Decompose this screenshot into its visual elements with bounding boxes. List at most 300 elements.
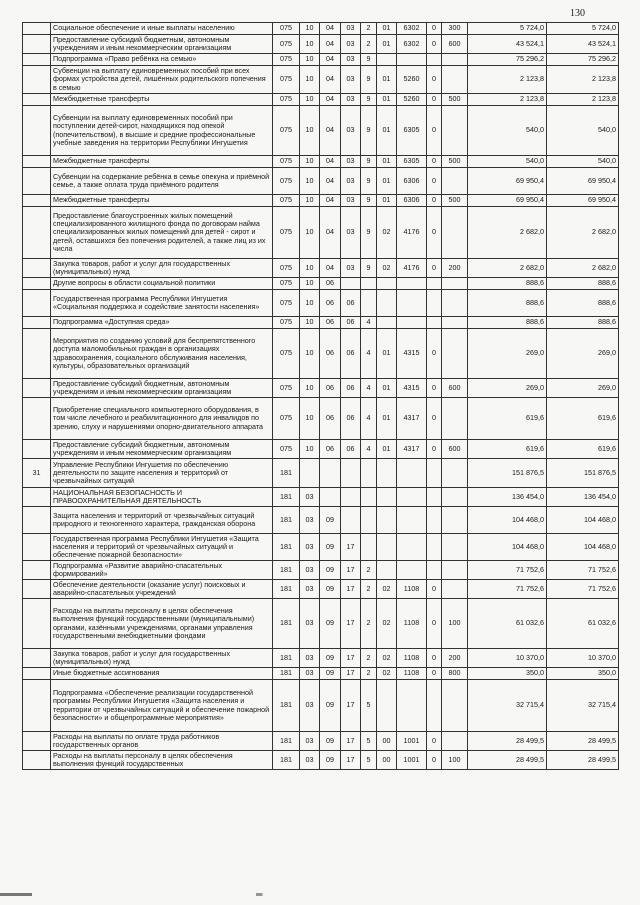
code-extra: 0 <box>427 207 442 259</box>
code-extra <box>427 507 442 534</box>
code-ministry: 075 <box>273 317 300 329</box>
row-description: Предоставление благоустроенных жилых помещений специализированного жилищного фонда по договорам найма специализированных жилых помещений для детей - сирот и детей, оставшихся без попечения родителей, а также лиц из их числа <box>51 207 273 259</box>
code-section: 10 <box>300 207 320 259</box>
code-expense-type <box>442 507 468 534</box>
table-row <box>23 259 619 278</box>
code-expense-type <box>442 168 468 195</box>
row-number <box>23 35 51 54</box>
row-description: НАЦИОНАЛЬНАЯ БЕЗОПАСНОСТЬ И ПРАВООХРАНИТЕЛЬНАЯ ДЕЯТЕЛЬНОСТЬ <box>51 488 273 507</box>
code-extra <box>427 290 442 317</box>
code-event: 01 <box>377 94 397 106</box>
code-expense-type: 500 <box>442 195 468 207</box>
code-subsection: 09 <box>320 732 341 751</box>
code-program: 03 <box>341 94 361 106</box>
row-number <box>23 534 51 561</box>
code-subsection: 09 <box>320 649 341 668</box>
code-section: 03 <box>300 649 320 668</box>
code-event: 01 <box>377 66 397 94</box>
row-number <box>23 649 51 668</box>
amount-2: 350,0 <box>547 668 619 680</box>
code-subsection <box>320 488 341 507</box>
row-description: Закупка товаров, работ и услуг для государственных (муниципальных) нужд <box>51 259 273 278</box>
code-program: 03 <box>341 156 361 168</box>
code-subprogram: 2 <box>361 668 377 680</box>
code-expense-type: 200 <box>442 649 468 668</box>
code-program: 17 <box>341 668 361 680</box>
amount-1: 43 524,1 <box>468 35 547 54</box>
code-event: 01 <box>377 168 397 195</box>
code-extra: 0 <box>427 398 442 440</box>
code-expense-type <box>442 54 468 66</box>
amount-1: 350,0 <box>468 668 547 680</box>
code-section: 10 <box>300 94 320 106</box>
amount-2: 104 468,0 <box>547 507 619 534</box>
code-event: 01 <box>377 23 397 35</box>
row-description: Расходы на выплаты по оплате труда работников государственных органов <box>51 732 273 751</box>
row-number <box>23 290 51 317</box>
code-direction: 6306 <box>397 168 427 195</box>
code-subprogram: 9 <box>361 94 377 106</box>
code-subprogram: 2 <box>361 23 377 35</box>
code-ministry: 075 <box>273 106 300 156</box>
code-ministry: 075 <box>273 23 300 35</box>
amount-2: 28 499,5 <box>547 751 619 770</box>
code-subprogram: 5 <box>361 751 377 770</box>
code-subsection: 06 <box>320 398 341 440</box>
code-section: 03 <box>300 668 320 680</box>
row-number <box>23 168 51 195</box>
code-direction: 6305 <box>397 156 427 168</box>
code-subprogram <box>361 534 377 561</box>
amount-2: 61 032,6 <box>547 599 619 649</box>
code-ministry: 075 <box>273 278 300 290</box>
table-row <box>23 156 619 168</box>
row-description: Субвенции на содержание ребёнка в семье опекуна и приёмной семье, а также оплата труда приёмного родителя <box>51 168 273 195</box>
code-event <box>377 488 397 507</box>
code-section: 03 <box>300 732 320 751</box>
row-number <box>23 106 51 156</box>
row-description: Закупка товаров, работ и услуг для государственных (муниципальных) нужд <box>51 649 273 668</box>
amount-2: 71 752,6 <box>547 561 619 580</box>
table-row <box>23 168 619 195</box>
table-row <box>23 278 619 290</box>
row-number <box>23 599 51 649</box>
row-description: Подпрограмма «Обеспечение реализации государственной программы Республики Ингушетия «Защита населения и территории от чрезвычайных ситуаций и обеспечение пожарной безопасности» и общепрограммные мероприятия» <box>51 680 273 732</box>
code-expense-type: 500 <box>442 94 468 106</box>
code-subprogram: 4 <box>361 379 377 398</box>
code-event <box>377 561 397 580</box>
code-extra: 0 <box>427 329 442 379</box>
code-subsection: 04 <box>320 106 341 156</box>
amount-2: 269,0 <box>547 329 619 379</box>
row-number: 31 <box>23 459 51 488</box>
code-direction <box>397 317 427 329</box>
amount-2: 32 715,4 <box>547 680 619 732</box>
code-program: 17 <box>341 649 361 668</box>
code-subsection: 04 <box>320 156 341 168</box>
row-description: Социальное обеспечение и иные выплаты населению <box>51 23 273 35</box>
code-direction: 4315 <box>397 379 427 398</box>
row-description: Субвенции на выплату единовременных пособий при поступлении детей-сирот, находящихся под опекой (попечительством), в высшие и средние профессиональные учебные заведения на территории Республики Ингушетия <box>51 106 273 156</box>
table-row <box>23 329 619 379</box>
amount-2: 75 296,2 <box>547 54 619 66</box>
code-section: 03 <box>300 580 320 599</box>
code-ministry: 075 <box>273 66 300 94</box>
code-extra <box>427 488 442 507</box>
row-number <box>23 668 51 680</box>
row-description: Управление Республики Ингушетия по обеспечению деятельности по защите населения и территорий от чрезвычайных ситуаций <box>51 459 273 488</box>
row-number <box>23 259 51 278</box>
code-subprogram: 9 <box>361 106 377 156</box>
row-description: Межбюджетные трансферты <box>51 195 273 207</box>
row-description: Предоставление субсидий бюджетным, автономным учреждениям и иным некоммерческим организациям <box>51 35 273 54</box>
code-ministry: 181 <box>273 561 300 580</box>
code-ministry: 181 <box>273 580 300 599</box>
amount-1: 69 950,4 <box>468 168 547 195</box>
row-number <box>23 398 51 440</box>
code-section: 10 <box>300 23 320 35</box>
code-section: 10 <box>300 278 320 290</box>
code-subprogram <box>361 278 377 290</box>
code-section: 03 <box>300 751 320 770</box>
code-program: 03 <box>341 259 361 278</box>
code-extra <box>427 278 442 290</box>
code-program: 03 <box>341 195 361 207</box>
amount-1: 151 876,5 <box>468 459 547 488</box>
code-expense-type: 500 <box>442 156 468 168</box>
amount-2: 5 724,0 <box>547 23 619 35</box>
code-extra <box>427 680 442 732</box>
code-section: 10 <box>300 168 320 195</box>
code-ministry: 075 <box>273 35 300 54</box>
code-event: 00 <box>377 732 397 751</box>
code-expense-type: 600 <box>442 440 468 459</box>
code-direction: 4176 <box>397 207 427 259</box>
code-program: 03 <box>341 54 361 66</box>
code-ministry: 075 <box>273 168 300 195</box>
code-program: 17 <box>341 534 361 561</box>
code-subprogram: 4 <box>361 398 377 440</box>
code-direction: 6305 <box>397 106 427 156</box>
code-subprogram: 5 <box>361 732 377 751</box>
code-subsection: 06 <box>320 290 341 317</box>
amount-1: 10 370,0 <box>468 649 547 668</box>
code-event: 02 <box>377 259 397 278</box>
code-expense-type <box>442 66 468 94</box>
code-event: 02 <box>377 207 397 259</box>
amount-1: 104 468,0 <box>468 507 547 534</box>
code-extra: 0 <box>427 751 442 770</box>
code-subsection: 06 <box>320 379 341 398</box>
code-direction: 6302 <box>397 35 427 54</box>
code-section: 03 <box>300 561 320 580</box>
code-expense-type: 600 <box>442 379 468 398</box>
code-ministry: 075 <box>273 398 300 440</box>
code-event <box>377 507 397 534</box>
code-expense-type <box>442 732 468 751</box>
code-expense-type <box>442 106 468 156</box>
code-subsection: 04 <box>320 207 341 259</box>
code-subprogram: 4 <box>361 329 377 379</box>
code-extra: 0 <box>427 440 442 459</box>
code-section: 03 <box>300 599 320 649</box>
code-direction: 6302 <box>397 23 427 35</box>
row-number <box>23 195 51 207</box>
table-row <box>23 290 619 317</box>
row-description: Другие вопросы в области социальной политики <box>51 278 273 290</box>
code-program: 17 <box>341 561 361 580</box>
amount-1: 269,0 <box>468 329 547 379</box>
amount-2: 888,6 <box>547 278 619 290</box>
row-description: Защита населения и территорий от чрезвычайных ситуаций природного и техногенного характера, гражданская оборона <box>51 507 273 534</box>
code-expense-type <box>442 329 468 379</box>
amount-1: 888,6 <box>468 290 547 317</box>
code-program: 06 <box>341 440 361 459</box>
table-row <box>23 534 619 561</box>
table-row <box>23 649 619 668</box>
code-subprogram: 4 <box>361 440 377 459</box>
code-program: 06 <box>341 329 361 379</box>
table-row <box>23 106 619 156</box>
table-row <box>23 440 619 459</box>
code-ministry: 181 <box>273 534 300 561</box>
code-ministry: 181 <box>273 599 300 649</box>
row-number <box>23 207 51 259</box>
amount-2: 888,6 <box>547 317 619 329</box>
code-subsection: 09 <box>320 680 341 732</box>
code-event <box>377 534 397 561</box>
code-ministry: 181 <box>273 751 300 770</box>
code-expense-type <box>442 459 468 488</box>
code-section: 03 <box>300 534 320 561</box>
code-event: 01 <box>377 379 397 398</box>
code-subsection: 04 <box>320 168 341 195</box>
code-subprogram: 9 <box>361 156 377 168</box>
code-event: 01 <box>377 35 397 54</box>
code-event: 00 <box>377 751 397 770</box>
code-event <box>377 459 397 488</box>
code-expense-type: 100 <box>442 751 468 770</box>
code-subprogram: 9 <box>361 259 377 278</box>
code-event: 02 <box>377 580 397 599</box>
row-number <box>23 156 51 168</box>
row-number <box>23 379 51 398</box>
code-ministry: 075 <box>273 440 300 459</box>
table-row <box>23 379 619 398</box>
code-direction: 1108 <box>397 649 427 668</box>
code-program: 06 <box>341 398 361 440</box>
amount-1: 5 724,0 <box>468 23 547 35</box>
code-program <box>341 507 361 534</box>
code-program: 17 <box>341 680 361 732</box>
code-subsection: 04 <box>320 54 341 66</box>
code-extra: 0 <box>427 94 442 106</box>
amount-2: 619,6 <box>547 440 619 459</box>
code-ministry: 181 <box>273 668 300 680</box>
amount-1: 28 499,5 <box>468 751 547 770</box>
code-section: 10 <box>300 290 320 317</box>
amount-1: 75 296,2 <box>468 54 547 66</box>
code-ministry: 181 <box>273 488 300 507</box>
code-extra: 0 <box>427 379 442 398</box>
code-subprogram <box>361 290 377 317</box>
row-description: Расходы на выплаты персоналу в целях обеспечения выполнения функций государственными (муниципальными) органами, казёнными учреждениями, органами управления государственными внебюджетными фондами <box>51 599 273 649</box>
code-subsection: 06 <box>320 317 341 329</box>
code-ministry: 075 <box>273 195 300 207</box>
code-section: 10 <box>300 259 320 278</box>
table-row <box>23 207 619 259</box>
amount-2: 10 370,0 <box>547 649 619 668</box>
amount-2: 2 123,8 <box>547 66 619 94</box>
code-subsection: 09 <box>320 507 341 534</box>
code-program: 06 <box>341 290 361 317</box>
row-description: Подпрограмма «Развитие аварийно-спасательных формирований» <box>51 561 273 580</box>
code-ministry: 181 <box>273 507 300 534</box>
code-direction: 4176 <box>397 259 427 278</box>
code-extra <box>427 317 442 329</box>
code-event: 01 <box>377 440 397 459</box>
amount-2: 69 950,4 <box>547 195 619 207</box>
code-extra: 0 <box>427 732 442 751</box>
table-row <box>23 398 619 440</box>
row-description: Государственная программа Республики Ингушетия «Социальная поддержка и содействие занятости населения» <box>51 290 273 317</box>
table-row <box>23 54 619 66</box>
code-event: 01 <box>377 106 397 156</box>
code-subsection: 09 <box>320 751 341 770</box>
code-expense-type <box>442 290 468 317</box>
row-description: Расходы на выплаты персоналу в целях обеспечения выполнения функций государственных <box>51 751 273 770</box>
amount-2: 540,0 <box>547 106 619 156</box>
code-program: 03 <box>341 207 361 259</box>
amount-2: 151 876,5 <box>547 459 619 488</box>
code-expense-type <box>442 580 468 599</box>
code-subsection: 06 <box>320 329 341 379</box>
code-event <box>377 680 397 732</box>
table-row <box>23 459 619 488</box>
amount-1: 2 682,0 <box>468 259 547 278</box>
code-ministry: 075 <box>273 379 300 398</box>
code-section: 10 <box>300 156 320 168</box>
row-number <box>23 94 51 106</box>
code-section: 10 <box>300 398 320 440</box>
code-subsection: 06 <box>320 440 341 459</box>
code-direction <box>397 534 427 561</box>
code-direction: 1001 <box>397 732 427 751</box>
code-section: 10 <box>300 66 320 94</box>
code-extra <box>427 561 442 580</box>
amount-2: 69 950,4 <box>547 168 619 195</box>
code-extra: 0 <box>427 580 442 599</box>
code-extra <box>427 54 442 66</box>
code-extra: 0 <box>427 156 442 168</box>
code-extra: 0 <box>427 259 442 278</box>
code-subprogram: 9 <box>361 195 377 207</box>
code-expense-type <box>442 488 468 507</box>
code-event <box>377 278 397 290</box>
code-event: 02 <box>377 599 397 649</box>
code-subsection: 04 <box>320 23 341 35</box>
code-ministry: 075 <box>273 156 300 168</box>
amount-2: 269,0 <box>547 379 619 398</box>
table-row <box>23 94 619 106</box>
code-direction: 1108 <box>397 599 427 649</box>
amount-2: 2 682,0 <box>547 259 619 278</box>
code-extra <box>427 459 442 488</box>
row-number <box>23 680 51 732</box>
code-direction <box>397 507 427 534</box>
code-ministry: 075 <box>273 290 300 317</box>
code-ministry: 181 <box>273 732 300 751</box>
row-number <box>23 580 51 599</box>
code-extra: 0 <box>427 599 442 649</box>
code-section: 10 <box>300 440 320 459</box>
code-direction: 5260 <box>397 94 427 106</box>
code-expense-type: 600 <box>442 35 468 54</box>
code-extra: 0 <box>427 66 442 94</box>
code-ministry: 181 <box>273 649 300 668</box>
code-subprogram: 2 <box>361 580 377 599</box>
code-ministry: 075 <box>273 207 300 259</box>
row-description: Предоставление субсидий бюджетным, автономным учреждениям и иным некоммерческим организациям <box>51 440 273 459</box>
code-subprogram: 9 <box>361 54 377 66</box>
code-ministry: 075 <box>273 259 300 278</box>
amount-1: 136 454,0 <box>468 488 547 507</box>
code-section: 03 <box>300 488 320 507</box>
code-extra: 0 <box>427 106 442 156</box>
code-subsection: 04 <box>320 94 341 106</box>
code-direction <box>397 290 427 317</box>
amount-1: 888,6 <box>468 317 547 329</box>
code-direction <box>397 459 427 488</box>
code-section: 10 <box>300 106 320 156</box>
code-program: 06 <box>341 379 361 398</box>
row-number <box>23 751 51 770</box>
code-direction <box>397 488 427 507</box>
row-number <box>23 507 51 534</box>
code-direction <box>397 278 427 290</box>
table-row <box>23 23 619 35</box>
code-ministry: 075 <box>273 94 300 106</box>
table-row <box>23 599 619 649</box>
code-event: 01 <box>377 195 397 207</box>
code-section: 10 <box>300 195 320 207</box>
row-description: Приобретение специального компьютерного оборудования, в том числе лечебного и реабилитационного для инвалидов по зрению, слуху и нарушениями опорно-двигательного аппарата <box>51 398 273 440</box>
page-number: 130 <box>570 8 585 19</box>
amount-2: 2 123,8 <box>547 94 619 106</box>
code-extra: 0 <box>427 168 442 195</box>
code-event: 01 <box>377 398 397 440</box>
code-program <box>341 459 361 488</box>
code-section: 10 <box>300 329 320 379</box>
code-program: 17 <box>341 580 361 599</box>
table-row <box>23 35 619 54</box>
amount-1: 104 468,0 <box>468 534 547 561</box>
code-expense-type <box>442 398 468 440</box>
amount-1: 69 950,4 <box>468 195 547 207</box>
row-number <box>23 732 51 751</box>
row-description: Межбюджетные трансферты <box>51 94 273 106</box>
code-expense-type <box>442 534 468 561</box>
row-number <box>23 54 51 66</box>
code-event: 02 <box>377 649 397 668</box>
amount-2: 104 468,0 <box>547 534 619 561</box>
row-description: Иные бюджетные ассигнования <box>51 668 273 680</box>
code-subprogram: 2 <box>361 35 377 54</box>
row-number <box>23 66 51 94</box>
code-subprogram: 9 <box>361 66 377 94</box>
code-expense-type <box>442 680 468 732</box>
code-subsection: 09 <box>320 668 341 680</box>
